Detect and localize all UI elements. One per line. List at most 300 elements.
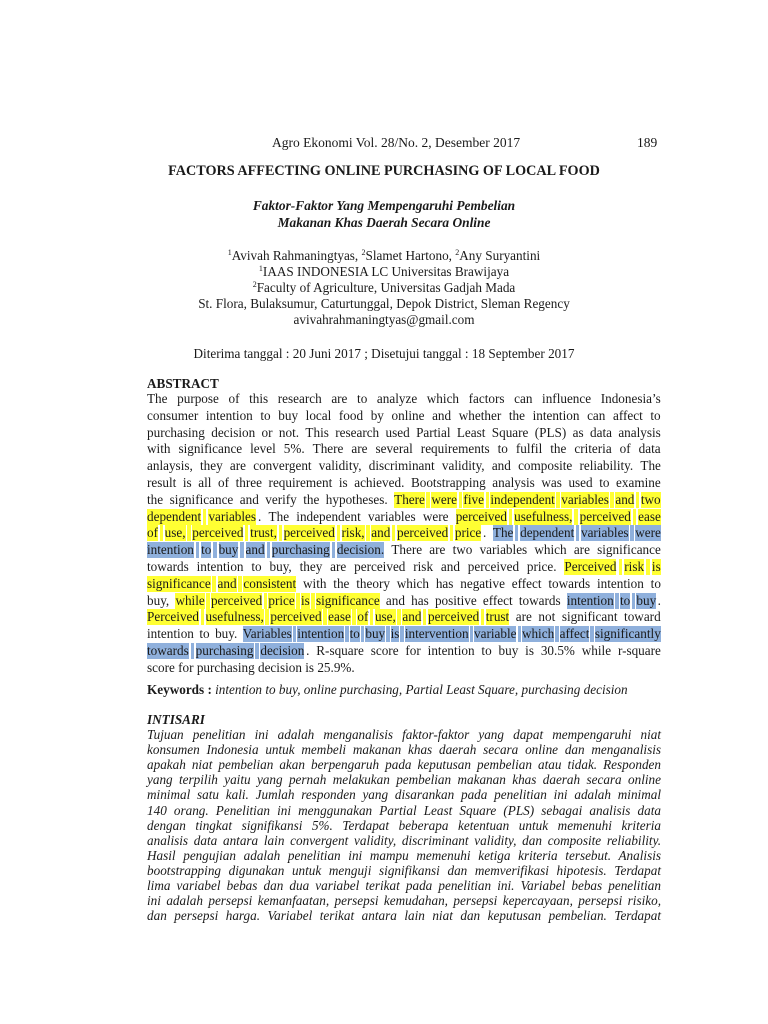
- abstract-word: two: [452, 542, 473, 558]
- abstract-word: [574, 509, 577, 525]
- abstract-word: to: [650, 575, 661, 591]
- abstract-word: of: [218, 475, 230, 490]
- abstract-word: by: [370, 407, 384, 423]
- abstract-word: [614, 441, 617, 457]
- author-name: Avivah Rahmaningtyas,: [231, 248, 362, 263]
- abstract-word: with: [147, 441, 171, 457]
- abstract-word: [240, 542, 243, 558]
- abstract-word: used: [385, 424, 410, 440]
- abstract-word: [278, 441, 281, 457]
- abstract-word: intention: [147, 542, 194, 558]
- abstract-word: for: [178, 659, 194, 675]
- abstract-word: examine: [616, 475, 661, 490]
- abstract-word: and: [615, 491, 635, 507]
- abstract-word: positive: [434, 592, 477, 608]
- abstract-word: [576, 525, 579, 541]
- abstract-word: is: [305, 659, 315, 675]
- abstract-word: [559, 559, 562, 575]
- abstract-word: The: [147, 391, 168, 406]
- abstract-word: [173, 441, 176, 457]
- intisari-line: ini adalah persepsi kemanfaatan, persepsi kemudahan, persepsi kepercayaan, persepsi risiko,: [147, 893, 661, 909]
- abstract-line: [147, 458, 661, 474]
- abstract-word: of: [147, 525, 158, 541]
- abstract-word: to: [650, 407, 661, 423]
- abstract-word: decision.: [336, 542, 385, 558]
- abstract-word: [195, 458, 198, 474]
- abstract-word: .: [258, 508, 262, 524]
- abstract-word: several: [375, 441, 413, 457]
- abstract-line: [147, 626, 661, 642]
- abstract-word: criteria: [574, 441, 612, 457]
- abstract-word: buy: [278, 407, 299, 423]
- abstract-word: [195, 626, 198, 642]
- abstract-word: is: [525, 643, 534, 658]
- abstract-word: [246, 559, 249, 575]
- abstract-word: [518, 626, 521, 642]
- abstract-word: to: [201, 542, 212, 558]
- abstract-word: buy: [218, 542, 239, 558]
- abstract-word: is: [390, 626, 400, 642]
- abstract-word: ease: [638, 508, 661, 524]
- abstract-word: composite: [518, 458, 573, 474]
- abstract-word: [225, 458, 228, 474]
- abstract-word: intention: [147, 626, 194, 642]
- abstract-word: [594, 391, 597, 407]
- abstract-word: [406, 593, 409, 609]
- abstract-word: intention: [566, 592, 614, 608]
- abstract-word: There: [391, 542, 423, 558]
- abstract-word: [511, 609, 514, 625]
- abstract-word: [585, 425, 588, 441]
- abstract-word: .: [482, 525, 487, 541]
- abstract-word: [536, 643, 539, 659]
- abstract-word: [420, 391, 423, 407]
- abstract-word: [392, 525, 395, 541]
- abstract-word: [462, 559, 465, 575]
- abstract-word: while: [175, 592, 205, 608]
- abstract-word: are: [515, 609, 532, 625]
- abstract-word: [529, 542, 532, 558]
- abstract-word: [611, 475, 614, 491]
- abstract-word: the: [147, 491, 164, 507]
- abstract-word: [474, 542, 477, 558]
- abstract-word: purpose: [177, 391, 219, 406]
- abstract-word: [520, 643, 523, 659]
- abstract-word: perceived: [283, 525, 335, 541]
- abstract-word: [462, 391, 465, 407]
- abstract-word: [363, 509, 366, 525]
- abstract-word: analysis: [618, 424, 661, 440]
- abstract-word: [613, 643, 616, 659]
- abstract-heading: ABSTRACT: [147, 376, 219, 391]
- abstract-word: [406, 475, 409, 491]
- abstract-word: [568, 425, 571, 441]
- abstract-word: [452, 425, 455, 441]
- abstract-word: two: [640, 491, 661, 507]
- abstract-word: [178, 475, 181, 491]
- abstract-word: all: [198, 475, 212, 490]
- abstract-word: price: [268, 592, 295, 608]
- abstract-word: the: [550, 441, 567, 457]
- abstract-word: was: [541, 475, 562, 490]
- abstract-word: are: [331, 391, 348, 406]
- abstract-word: [325, 391, 328, 407]
- abstract-word: [536, 391, 539, 407]
- abstract-word: There: [394, 491, 425, 507]
- abstract-word: which: [396, 575, 429, 591]
- abstract-word: intention: [532, 407, 580, 423]
- abstract-word: Bootstrapping: [410, 475, 486, 490]
- abstract-word: discriminant: [368, 458, 435, 474]
- journal-header: Agro Ekonomi Vol. 28/No. 2, Desember 2017: [272, 135, 521, 150]
- abstract-word: the: [333, 575, 350, 591]
- abstract-word: the: [303, 491, 320, 507]
- abstract-word: and: [440, 559, 460, 574]
- abstract-word: [615, 593, 618, 609]
- abstract-word: perceived: [467, 559, 520, 574]
- abstract-word: and: [491, 458, 511, 474]
- abstract-word: score: [370, 643, 399, 658]
- affiliation-mark: 2: [252, 280, 257, 289]
- abstract-word: affect: [612, 407, 643, 423]
- abstract-word: which: [426, 391, 460, 406]
- abstract-word: are: [330, 559, 347, 574]
- abstract-word: significance: [315, 592, 380, 608]
- abstract-word: [314, 458, 317, 474]
- abstract-word: There: [312, 441, 344, 457]
- abstract-word: [386, 408, 389, 424]
- abstract-word: while: [581, 643, 612, 658]
- abstract-word: has: [435, 575, 454, 591]
- abstract-word: [400, 643, 403, 659]
- abstract-word: [330, 425, 333, 441]
- abstract-word: factors: [468, 391, 505, 406]
- abstract-word: [332, 542, 335, 558]
- abstract-word: [415, 441, 418, 457]
- abstract-word: were: [422, 508, 449, 524]
- abstract-word: hypotheses.: [325, 491, 388, 507]
- abstract-word: [171, 593, 174, 609]
- abstract-word: [437, 458, 440, 474]
- abstract-word: Least: [456, 424, 486, 440]
- abstract-word: buy,: [147, 592, 170, 608]
- abstract-word: [430, 593, 433, 609]
- abstract-word: [614, 425, 617, 441]
- abstract-word: significance: [178, 441, 243, 457]
- author-mark: 1: [227, 248, 232, 257]
- abstract-word: [534, 609, 537, 625]
- intisari-line: yang terpilih yaitu yang pernah melakukan pembelian makanan khas daerah secara online: [147, 772, 661, 788]
- abstract-word: [248, 458, 251, 474]
- abstract-word: (PLS): [534, 424, 567, 440]
- abstract-word: [510, 441, 513, 457]
- intisari-line: dengan tingkat signifikansi 5%. Terdapat beberapa ketentuan untuk memenuhi kriteria: [147, 817, 661, 833]
- abstract-word: [265, 609, 268, 625]
- abstract-word: perceived: [396, 525, 449, 541]
- abstract-word: validity,: [318, 458, 362, 474]
- abstract-word: not: [538, 609, 556, 625]
- abstract-line: [147, 643, 661, 659]
- abstract-word: [389, 492, 392, 508]
- abstract-word: is: [182, 475, 192, 490]
- abstract-word: and: [402, 609, 422, 625]
- abstract-word: to: [349, 626, 360, 642]
- abstract-word: [263, 509, 266, 525]
- abstract-word: [450, 525, 453, 541]
- abstract-word: they: [299, 559, 323, 574]
- abstract-word: [363, 458, 366, 474]
- abstract-word: to: [357, 391, 368, 406]
- abstract-word: [296, 593, 299, 609]
- abstract-word: [238, 576, 241, 592]
- abstract-line: [147, 425, 661, 441]
- abstract-word: towards: [147, 643, 189, 658]
- abstract-word: [610, 492, 613, 508]
- intisari-line: konsumen Indonesia untuk membeli makanan khas daerah secara online dan menganalisis: [147, 742, 661, 758]
- abstract-word: The: [492, 525, 514, 541]
- abstract-word: are: [351, 441, 368, 457]
- abstract-word: to: [251, 559, 262, 574]
- abstract-word: as: [572, 424, 584, 440]
- abstract-word: and: [371, 525, 391, 541]
- abstract-word: requirements: [420, 441, 490, 457]
- abstract-word: are: [573, 542, 590, 558]
- abstract-word: Variables: [242, 626, 292, 642]
- abstract-word: [211, 626, 214, 642]
- abstract-line: [147, 542, 661, 558]
- abstract-word: intention: [196, 559, 244, 574]
- abstract-word: [213, 475, 216, 491]
- abstract-word: [370, 609, 373, 625]
- abstract-word: this: [249, 391, 269, 406]
- abstract-word: independent: [490, 491, 555, 507]
- abstract-word: and: [385, 592, 405, 608]
- abstract-word: theory: [356, 575, 390, 591]
- abstract-word: is: [300, 592, 310, 608]
- abstract-word: [397, 609, 400, 625]
- abstract-line: [147, 609, 661, 625]
- abstract-word: [423, 643, 426, 659]
- abstract-word: Indonesia’s: [600, 391, 661, 406]
- author-address: St. Flora, Bulaksumur, Caturtunggal, Depok District, Sleman Regency: [198, 296, 570, 311]
- abstract-word: the: [508, 407, 525, 423]
- abstract-word: can: [587, 407, 606, 423]
- abstract-word: [307, 441, 310, 457]
- abstract-line: [147, 441, 661, 457]
- abstract-word: intention: [205, 407, 253, 423]
- abstract-word: buy: [365, 626, 386, 642]
- abstract-word: 5%.: [283, 441, 305, 457]
- abstract-word: [577, 643, 580, 659]
- abstract-word: The: [268, 508, 290, 524]
- abstract-word: online: [391, 407, 425, 423]
- abstract-word: [453, 408, 456, 424]
- abstract-word: ease: [328, 609, 351, 625]
- abstract-word: .: [657, 592, 661, 608]
- abstract-word: [392, 576, 395, 592]
- abstract-word: to: [260, 407, 271, 423]
- abstract-word: [492, 441, 495, 457]
- intisari-line: Tujuan penelitian ini adalah menganalisis faktor-faktor yang dapat mempengaruhi niat: [147, 727, 661, 742]
- abstract-word: whether: [458, 407, 502, 423]
- abstract-word: [291, 509, 294, 525]
- abstract-word: negative: [460, 575, 505, 591]
- abstract-word: [424, 542, 427, 558]
- abstract-word: requirement: [268, 475, 333, 490]
- abstract-word: [213, 542, 216, 558]
- abstract-word: [447, 542, 450, 558]
- abstract-word: analysis: [492, 475, 535, 490]
- abstract-word: buy: [498, 643, 519, 658]
- abstract-word: decision: [260, 643, 305, 658]
- abstract-word: food: [338, 407, 364, 423]
- abstract-word: [608, 408, 611, 424]
- abstract-word: [160, 525, 163, 541]
- abstract-word: perceived: [427, 609, 480, 625]
- abstract-word: [536, 475, 539, 491]
- abstract-word: [503, 408, 506, 424]
- affiliation-1: [0, 264, 768, 280]
- abstract-word: [590, 626, 593, 642]
- abstract-word: for: [405, 643, 421, 658]
- abstract-word: [582, 408, 585, 424]
- abstract-word: [557, 609, 560, 625]
- abstract-word: [630, 525, 633, 541]
- abstract-word: three: [235, 475, 262, 490]
- abstract-word: [351, 391, 354, 407]
- abstract-word: [271, 391, 274, 407]
- abstract-word: of: [619, 441, 631, 457]
- abstract-word: or: [261, 424, 273, 440]
- abstract-word: [493, 643, 496, 659]
- abstract-word: [222, 391, 225, 407]
- abstract-word: influence: [542, 391, 592, 406]
- abstract-word: [293, 626, 296, 642]
- abstract-word: [646, 559, 649, 575]
- abstract-word: [619, 609, 622, 625]
- abstract-word: [171, 391, 174, 407]
- abstract-word: [255, 408, 258, 424]
- abstract-word: [200, 408, 203, 424]
- abstract-word: which: [534, 542, 567, 558]
- abstract-word: intention: [427, 643, 475, 658]
- abstract-word: [366, 643, 369, 659]
- abstract-word: [427, 408, 430, 424]
- intisari-line: minimal satu kali. Jumlah responden yang disarankan pada penelitian ini adalah minimal: [147, 787, 661, 803]
- author-email: avivahrahmaningtyas@gmail.com: [293, 312, 475, 327]
- abstract-word: consumer: [147, 407, 199, 423]
- abstract-word: [321, 492, 324, 508]
- abstract-word: Perceived: [564, 559, 617, 574]
- abstract-word: r-square: [617, 643, 661, 658]
- abstract-word: [515, 525, 518, 541]
- affiliation-2: [0, 280, 768, 296]
- abstract-line: [147, 408, 661, 424]
- abstract-word: This: [305, 424, 329, 440]
- affiliation-text: Faculty of Agriculture, Universitas Gadjah Mada: [256, 280, 516, 295]
- abstract-word: towards: [518, 592, 561, 608]
- abstract-word: [206, 425, 209, 441]
- abstract-word: [273, 408, 276, 424]
- abstract-word: significance: [147, 575, 211, 591]
- abstract-word: used: [568, 475, 593, 490]
- abstract-word: [418, 509, 421, 525]
- abstract-word: decision: [211, 424, 256, 440]
- intisari-heading: INTISARI: [147, 712, 205, 727]
- abstract-word: intention: [596, 575, 644, 591]
- keywords-label: Keywords :: [147, 682, 212, 697]
- abstract-word: to: [481, 643, 492, 658]
- abstract-word: variable: [474, 626, 517, 642]
- abstract-word: effect: [482, 592, 513, 608]
- abstract-line: [147, 593, 661, 609]
- abstract-word: [509, 509, 512, 525]
- abstract-word: [381, 425, 384, 441]
- abstract-word: [646, 576, 649, 592]
- keywords-line: [147, 682, 628, 698]
- abstract-word: Perceived: [147, 609, 199, 625]
- abstract-word: result: [147, 475, 177, 490]
- abstract-word: [486, 492, 489, 508]
- abstract-word: is: [338, 475, 348, 490]
- abstract-word: [274, 425, 277, 441]
- abstract-word: variables: [580, 525, 629, 541]
- abstract-word: [555, 626, 558, 642]
- author-mark: 2: [361, 248, 366, 257]
- abstract-word: has: [411, 592, 429, 608]
- abstract-word: local: [305, 407, 332, 423]
- abstract-word: research: [335, 424, 380, 440]
- abstract-word: [633, 509, 636, 525]
- abstract-word: [569, 542, 572, 558]
- abstract-word: [201, 609, 204, 625]
- abstract-word: [245, 525, 248, 541]
- author-name: Any Suryantini: [459, 248, 541, 263]
- abstract-word: [562, 593, 565, 609]
- abstract-word: [300, 408, 303, 424]
- abstract-word: [333, 408, 336, 424]
- abstract-word: [527, 408, 530, 424]
- abstract-word: and: [217, 575, 237, 591]
- abstract-word: perceived: [354, 559, 406, 574]
- abstract-word: [191, 559, 194, 575]
- abstract-word: variables: [367, 508, 416, 524]
- paper-subtitle-line-1: Faktor-Faktor Yang Mempengaruhi Pembelian: [252, 198, 516, 213]
- abstract-word: can: [514, 391, 533, 406]
- abstract-line: [147, 660, 355, 676]
- abstract-word: five: [463, 491, 484, 507]
- abstract-word: level: [250, 441, 276, 457]
- abstract-word: intention: [297, 626, 345, 642]
- abstract-word: [238, 626, 241, 642]
- abstract-word: [645, 408, 648, 424]
- author-name: Slamet Hartono,: [365, 248, 456, 263]
- abstract-word: [455, 576, 458, 592]
- abstract-word: [514, 593, 517, 609]
- abstract-word: [594, 475, 597, 491]
- abstract-word: buy: [636, 592, 657, 608]
- affiliation-text: IAAS INDONESIA LC Universitas Brawijaya: [262, 264, 510, 279]
- abstract-word: [381, 593, 384, 609]
- abstract-word: dependent: [520, 525, 575, 541]
- abstract-word: purchasing: [195, 643, 254, 658]
- abstract-word: perceived: [270, 609, 322, 625]
- abstract-word: [487, 425, 490, 441]
- abstract-word: trust: [485, 609, 510, 625]
- abstract-word: [351, 576, 354, 592]
- abstract-word: [301, 425, 304, 441]
- abstract-word: .: [306, 643, 310, 658]
